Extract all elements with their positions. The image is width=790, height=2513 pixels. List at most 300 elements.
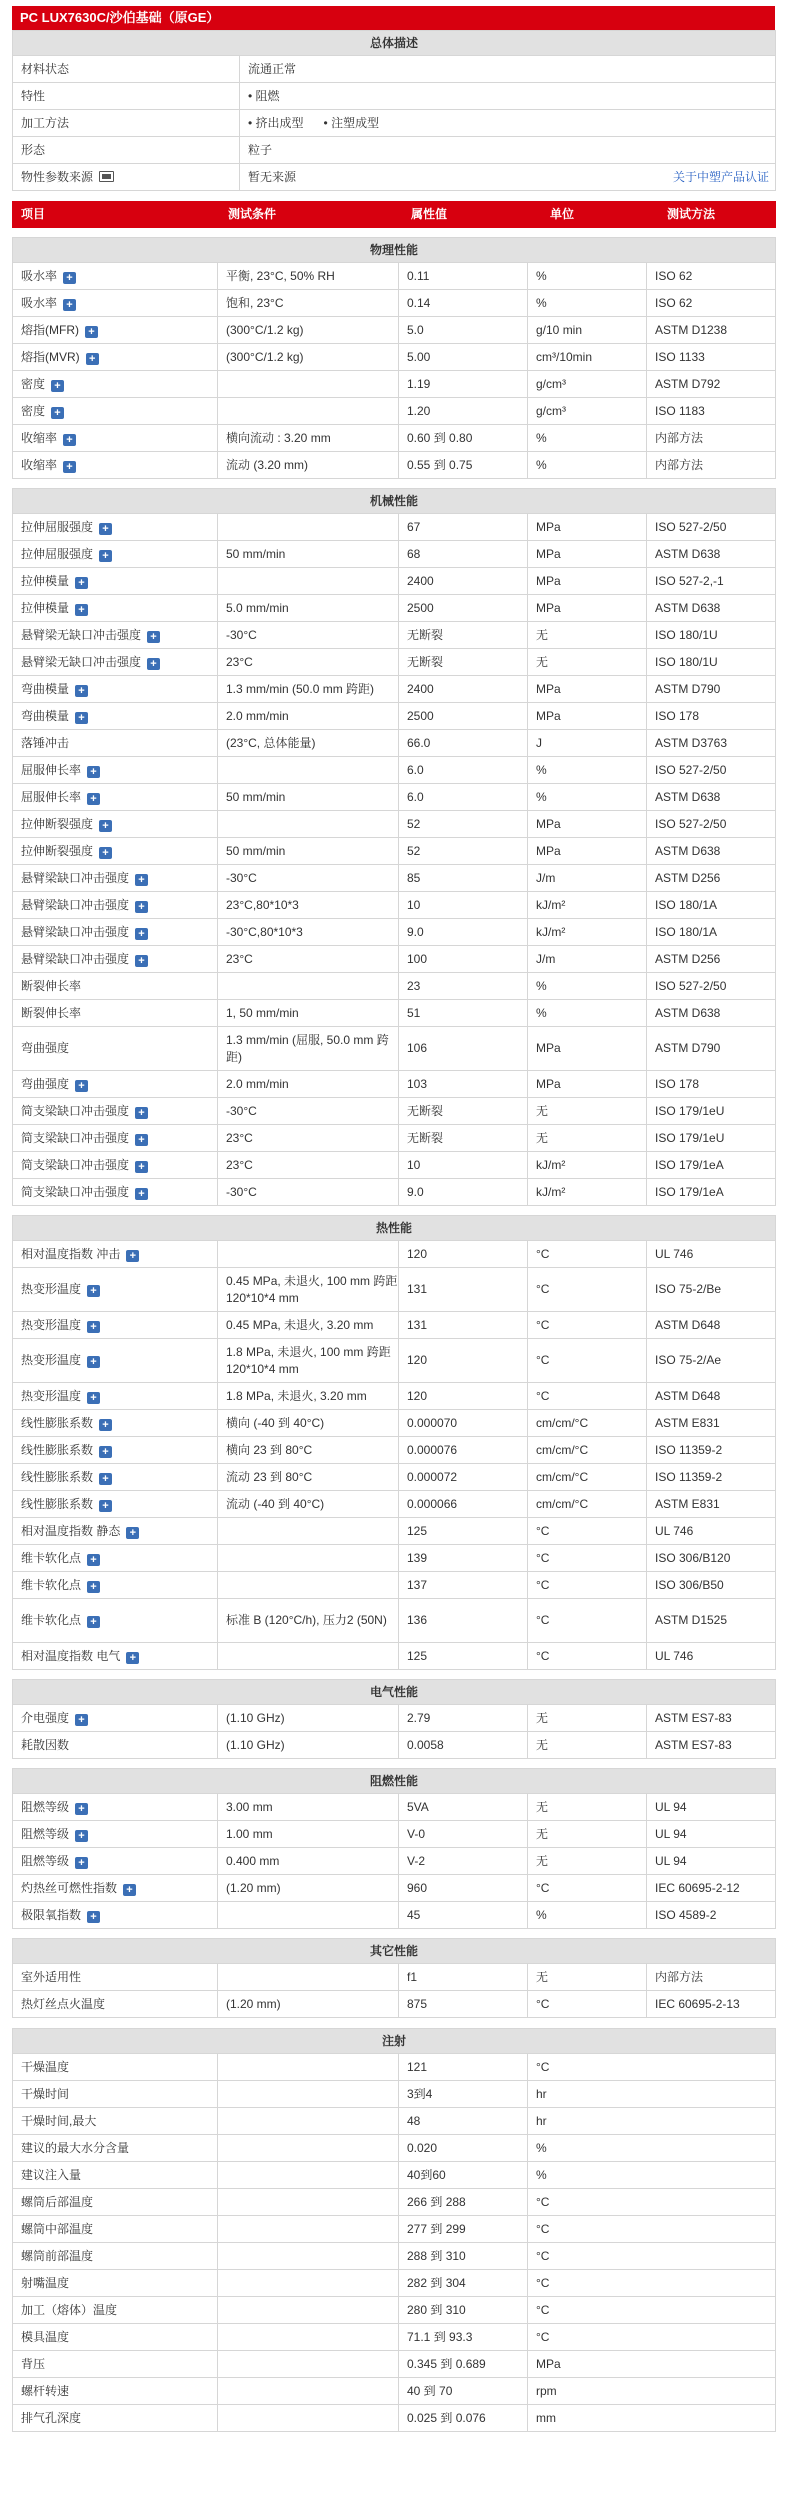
section-gap: [13, 1929, 776, 1939]
property-unit: °C: [528, 1383, 647, 1410]
plus-icon[interactable]: +: [63, 434, 76, 446]
property-name: [13, 425, 218, 452]
property-row: [13, 1312, 776, 1339]
property-value: 52: [399, 838, 528, 865]
test-method: ISO 4589-2: [647, 1902, 776, 1929]
property-unit: °C: [528, 1518, 647, 1545]
test-condition: 横向 (-40 到 40°C): [218, 1410, 399, 1437]
property-name-text: 热变形温度: [21, 1317, 82, 1332]
plus-icon[interactable]: +: [87, 1911, 100, 1923]
property-row: [13, 1821, 776, 1848]
col-unit-header: 单位: [528, 202, 647, 228]
property-name: [13, 371, 218, 398]
property-unit: cm/cm/°C: [528, 1410, 647, 1437]
section-gap: [13, 479, 776, 489]
property-unit: MPa: [528, 811, 647, 838]
property-row: [13, 1027, 776, 1071]
test-method: ISO 527-2/50: [647, 514, 776, 541]
plus-icon[interactable]: +: [135, 1161, 148, 1173]
plus-icon[interactable]: +: [87, 1321, 100, 1333]
property-name: [13, 1241, 218, 1268]
test-condition: 23°C: [218, 946, 399, 973]
image-icon[interactable]: [99, 171, 114, 182]
plus-icon[interactable]: +: [126, 1652, 139, 1664]
plus-icon[interactable]: +: [123, 1884, 136, 1896]
property-name: [13, 1464, 218, 1491]
property-value: 52: [399, 811, 528, 838]
plus-icon[interactable]: +: [126, 1250, 139, 1262]
plus-icon[interactable]: +: [99, 847, 112, 859]
test-condition: 23°C,80*10*3: [218, 892, 399, 919]
property-name: [13, 1821, 218, 1848]
injection-value: 280 到 310: [399, 2297, 528, 2324]
certification-link[interactable]: 关于中塑产品认证: [673, 169, 770, 184]
test-condition: [218, 568, 399, 595]
property-value: 45: [399, 1902, 528, 1929]
test-method: 内部方法: [647, 425, 776, 452]
property-row: [13, 892, 776, 919]
test-method: ISO 527-2/50: [647, 973, 776, 1000]
property-name-text: 极限氧指数: [21, 1907, 82, 1922]
injection-empty: [218, 2243, 399, 2270]
injection-unit: rpm: [528, 2378, 776, 2405]
injection-empty: [218, 2405, 399, 2432]
plus-icon[interactable]: +: [75, 1857, 88, 1869]
plus-icon[interactable]: +: [85, 326, 98, 338]
test-condition: 流动 (-40 到 40°C): [218, 1491, 399, 1518]
test-condition: (300°C/1.2 kg): [218, 317, 399, 344]
property-row: [13, 317, 776, 344]
plus-icon[interactable]: +: [99, 550, 112, 562]
property-name-text: 断裂伸长率: [21, 1005, 82, 1020]
injection-unit: hr: [528, 2081, 776, 2108]
property-row: [13, 425, 776, 452]
plus-icon[interactable]: +: [75, 685, 88, 697]
plus-icon[interactable]: +: [86, 353, 99, 365]
property-unit: cm/cm/°C: [528, 1437, 647, 1464]
property-unit: °C: [528, 1241, 647, 1268]
test-condition: (300°C/1.2 kg): [218, 344, 399, 371]
property-row: [13, 973, 776, 1000]
property-row: [13, 1339, 776, 1383]
property-name: [13, 946, 218, 973]
property-name: [13, 290, 218, 317]
test-method: ISO 527-2/50: [647, 811, 776, 838]
test-method: UL 94: [647, 1794, 776, 1821]
property-value: 100: [399, 946, 528, 973]
test-condition: 流动 23 到 80°C: [218, 1464, 399, 1491]
plus-icon[interactable]: +: [87, 1392, 100, 1404]
property-value: 23: [399, 973, 528, 1000]
test-condition: 23°C: [218, 649, 399, 676]
plus-icon[interactable]: +: [99, 523, 112, 535]
plus-icon[interactable]: +: [75, 1830, 88, 1842]
property-row: [13, 811, 776, 838]
plus-icon[interactable]: +: [87, 1285, 100, 1297]
property-unit: MPa: [528, 676, 647, 703]
property-row: [13, 838, 776, 865]
gap-cell: [13, 1759, 776, 1769]
property-unit: %: [528, 784, 647, 811]
general-heading: 总体描述: [13, 31, 776, 56]
property-row: [13, 1410, 776, 1437]
property-unit: g/10 min: [528, 317, 647, 344]
section-heading-row: [13, 1680, 776, 1705]
property-row: [13, 1437, 776, 1464]
injection-row: [13, 2081, 776, 2108]
property-row: [13, 1599, 776, 1643]
property-name-text: 相对温度指数 静态: [21, 1523, 121, 1538]
property-row: [13, 1848, 776, 1875]
test-condition: 0.400 mm: [218, 1848, 399, 1875]
plus-icon[interactable]: +: [63, 272, 76, 284]
injection-empty: [218, 2351, 399, 2378]
property-name: [13, 568, 218, 595]
property-row: [13, 371, 776, 398]
property-unit: %: [528, 1000, 647, 1027]
property-name-text: 相对温度指数 冲击: [21, 1246, 121, 1261]
general-value: [240, 56, 776, 83]
test-condition: -30°C: [218, 1179, 399, 1206]
injection-empty: [218, 2297, 399, 2324]
property-name: [13, 1410, 218, 1437]
plus-icon[interactable]: +: [99, 1446, 112, 1458]
property-row: [13, 946, 776, 973]
col-value-header: 属性值: [399, 202, 528, 228]
property-name: [13, 1545, 218, 1572]
col-method-header: 测试方法: [647, 202, 776, 228]
general-row: [13, 164, 776, 191]
injection-row: [13, 2351, 776, 2378]
property-unit: kJ/m²: [528, 1152, 647, 1179]
property-value: 106: [399, 1027, 528, 1071]
test-method: ASTM E831: [647, 1410, 776, 1437]
test-method: ISO 180/1U: [647, 622, 776, 649]
test-method: ISO 62: [647, 290, 776, 317]
gap-cell: [13, 1929, 776, 1939]
property-unit: °C: [528, 1643, 647, 1670]
test-condition: 0.45 MPa, 未退火, 3.20 mm: [218, 1312, 399, 1339]
test-condition: -30°C,80*10*3: [218, 919, 399, 946]
injection-param: 背压: [13, 2351, 218, 2378]
property-unit: MPa: [528, 703, 647, 730]
property-name-text: 线性膨胀系数: [21, 1496, 94, 1511]
property-value: 136: [399, 1599, 528, 1643]
plus-icon[interactable]: +: [147, 631, 160, 643]
general-value-text: • 阻燃: [248, 88, 280, 103]
plus-icon[interactable]: +: [75, 1803, 88, 1815]
test-condition: 饱和, 23°C: [218, 290, 399, 317]
injection-unit: %: [528, 2135, 776, 2162]
property-unit: cm³/10min: [528, 344, 647, 371]
test-method: 内部方法: [647, 452, 776, 479]
general-label-text: 形态: [21, 142, 46, 157]
property-row: [13, 730, 776, 757]
property-name: [13, 1902, 218, 1929]
property-name: [13, 1071, 218, 1098]
property-name: [13, 1125, 218, 1152]
test-method: ASTM D638: [647, 784, 776, 811]
property-unit: °C: [528, 1339, 647, 1383]
property-unit: J/m: [528, 946, 647, 973]
property-name: [13, 784, 218, 811]
property-name-text: 阻燃等级: [21, 1853, 70, 1868]
test-condition: 1.00 mm: [218, 1821, 399, 1848]
test-method: UL 746: [647, 1518, 776, 1545]
test-condition: [218, 1902, 399, 1929]
test-method: ASTM D648: [647, 1383, 776, 1410]
general-row: [13, 56, 776, 83]
test-condition: [218, 1964, 399, 1991]
property-value: 67: [399, 514, 528, 541]
section-heading: 电气性能: [13, 1680, 776, 1705]
property-name-text: 简支梁缺口冲击强度: [21, 1130, 130, 1145]
property-name-text: 熔指(MVR): [21, 349, 80, 364]
plus-icon[interactable]: +: [63, 461, 76, 473]
property-name-text: 悬臂梁缺口冲击强度: [21, 897, 130, 912]
property-name-text: 拉伸断裂强度: [21, 816, 94, 831]
test-condition: [218, 1545, 399, 1572]
general-label-text: 加工方法: [21, 115, 70, 130]
injection-value: 0.345 到 0.689: [399, 2351, 528, 2378]
property-name-text: 阻燃等级: [21, 1826, 70, 1841]
plus-icon[interactable]: +: [51, 407, 64, 419]
property-name: [13, 595, 218, 622]
property-name: [13, 317, 218, 344]
test-condition: (1.10 GHz): [218, 1732, 399, 1759]
property-name-text: 悬臂梁缺口冲击强度: [21, 870, 130, 885]
property-unit: MPa: [528, 514, 647, 541]
test-condition: [218, 811, 399, 838]
section-heading: 热性能: [13, 1216, 776, 1241]
property-unit: 无: [528, 1125, 647, 1152]
property-value: 1.19: [399, 371, 528, 398]
plus-icon[interactable]: +: [87, 1616, 100, 1628]
plus-icon[interactable]: +: [135, 874, 148, 886]
general-label: [13, 164, 240, 191]
plus-icon[interactable]: +: [99, 1419, 112, 1431]
property-unit: J/m: [528, 865, 647, 892]
plus-icon[interactable]: +: [75, 604, 88, 616]
plus-icon[interactable]: +: [126, 1527, 139, 1539]
property-value: 0.000072: [399, 1464, 528, 1491]
property-name-text: 悬臂梁缺口冲击强度: [21, 951, 130, 966]
plus-icon[interactable]: +: [75, 712, 88, 724]
injection-value: 40 到 70: [399, 2378, 528, 2405]
property-name-text: 拉伸模量: [21, 600, 70, 615]
property-unit: %: [528, 973, 647, 1000]
test-condition: 流动 (3.20 mm): [218, 452, 399, 479]
property-value: 131: [399, 1312, 528, 1339]
injection-unit: °C: [528, 2324, 776, 2351]
property-name: [13, 1643, 218, 1670]
property-name-text: 热变形温度: [21, 1388, 82, 1403]
test-condition: (1.10 GHz): [218, 1705, 399, 1732]
plus-icon[interactable]: +: [135, 1107, 148, 1119]
injection-unit: °C: [528, 2297, 776, 2324]
plus-icon[interactable]: +: [63, 299, 76, 311]
injection-value: 266 到 288: [399, 2189, 528, 2216]
plus-icon[interactable]: +: [87, 766, 100, 778]
property-value: 5.00: [399, 344, 528, 371]
general-value: [240, 83, 776, 110]
general-row: [13, 137, 776, 164]
property-name: [13, 1964, 218, 1991]
property-name-text: 悬臂梁无缺口冲击强度: [21, 627, 142, 642]
general-label-text: 材料状态: [21, 61, 70, 76]
property-name: [13, 811, 218, 838]
property-unit: J: [528, 730, 647, 757]
property-value: 0.60 到 0.80: [399, 425, 528, 452]
property-unit: 无: [528, 622, 647, 649]
property-row: [13, 1383, 776, 1410]
test-condition: [218, 757, 399, 784]
plus-icon[interactable]: +: [87, 1554, 100, 1566]
injection-param: 加工（熔体）温度: [13, 2297, 218, 2324]
plus-icon[interactable]: +: [75, 1080, 88, 1092]
general-heading-row: [13, 31, 776, 56]
property-value: 0.000066: [399, 1491, 528, 1518]
property-name-text: 相对温度指数 电气: [21, 1648, 121, 1663]
property-name: [13, 1027, 218, 1071]
test-method: ASTM D638: [647, 595, 776, 622]
test-method: ASTM D638: [647, 1000, 776, 1027]
plus-icon[interactable]: +: [135, 1188, 148, 1200]
plus-icon[interactable]: +: [87, 1356, 100, 1368]
property-name: [13, 1599, 218, 1643]
test-method: ASTM ES7-83: [647, 1705, 776, 1732]
plus-icon[interactable]: +: [99, 820, 112, 832]
plus-icon[interactable]: +: [87, 1581, 100, 1593]
property-name: [13, 1268, 218, 1312]
property-unit: °C: [528, 1268, 647, 1312]
gap-cell: [13, 1206, 776, 1216]
test-method: ASTM D792: [647, 371, 776, 398]
property-unit: 无: [528, 1964, 647, 1991]
section-heading: 物理性能: [13, 238, 776, 263]
test-condition: 1.3 mm/min (屈服, 50.0 mm 跨距): [218, 1027, 399, 1071]
plus-icon[interactable]: +: [99, 1473, 112, 1485]
property-unit: MPa: [528, 1027, 647, 1071]
plus-icon[interactable]: +: [99, 1500, 112, 1512]
section-heading: 阻燃性能: [13, 1769, 776, 1794]
test-method: ISO 75-2/Be: [647, 1268, 776, 1312]
injection-value: 0.020: [399, 2135, 528, 2162]
test-method: ASTM D256: [647, 865, 776, 892]
property-name-text: 简支梁缺口冲击强度: [21, 1184, 130, 1199]
property-name-text: 收缩率: [21, 430, 58, 445]
property-row: [13, 919, 776, 946]
injection-row: [13, 2162, 776, 2189]
test-condition: 50 mm/min: [218, 784, 399, 811]
property-row: [13, 1241, 776, 1268]
injection-unit: °C: [528, 2243, 776, 2270]
injection-row: [13, 2405, 776, 2432]
test-method: ASTM D256: [647, 946, 776, 973]
test-condition: 平衡, 23°C, 50% RH: [218, 263, 399, 290]
property-value: 125: [399, 1643, 528, 1670]
property-row: [13, 263, 776, 290]
property-value: 120: [399, 1339, 528, 1383]
property-value: 0.0058: [399, 1732, 528, 1759]
test-condition: 横向 23 到 80°C: [218, 1437, 399, 1464]
property-name-text: 弯曲模量: [21, 708, 70, 723]
property-row: [13, 1491, 776, 1518]
property-name-text: 线性膨胀系数: [21, 1415, 94, 1430]
property-value: 120: [399, 1241, 528, 1268]
injection-row: [13, 2135, 776, 2162]
property-value: 2400: [399, 676, 528, 703]
section-heading: 其它性能: [13, 1939, 776, 1964]
test-condition: (23°C, 总体能量): [218, 730, 399, 757]
gap-cell: [13, 479, 776, 489]
property-row: [13, 452, 776, 479]
property-row: [13, 1964, 776, 1991]
test-method: ISO 527-2/50: [647, 757, 776, 784]
property-name-text: 拉伸屈服强度: [21, 546, 94, 561]
property-unit: °C: [528, 1991, 647, 2018]
property-row: [13, 1794, 776, 1821]
injection-value: 288 到 310: [399, 2243, 528, 2270]
injection-param: 射嘴温度: [13, 2270, 218, 2297]
gap-cell: [13, 1670, 776, 1680]
plus-icon[interactable]: +: [87, 793, 100, 805]
injection-unit: °C: [528, 2054, 776, 2081]
general-table: [12, 30, 776, 191]
property-name-text: 屈服伸长率: [21, 762, 82, 777]
property-value: 875: [399, 1991, 528, 2018]
plus-icon[interactable]: +: [135, 1134, 148, 1146]
test-method: ASTM ES7-83: [647, 1732, 776, 1759]
test-condition: -30°C: [218, 622, 399, 649]
property-name: [13, 1875, 218, 1902]
general-label: [13, 110, 240, 137]
property-value: f1: [399, 1964, 528, 1991]
test-method: ISO 179/1eU: [647, 1125, 776, 1152]
test-condition: 5.0 mm/min: [218, 595, 399, 622]
test-condition: 2.0 mm/min: [218, 1071, 399, 1098]
plus-icon[interactable]: +: [147, 658, 160, 670]
gap-cell: [13, 228, 776, 238]
test-method: ISO 527-2,-1: [647, 568, 776, 595]
test-method: UL 746: [647, 1643, 776, 1670]
property-name: [13, 1312, 218, 1339]
property-row: [13, 541, 776, 568]
injection-row: [13, 2054, 776, 2081]
plus-icon[interactable]: +: [135, 928, 148, 940]
plus-icon[interactable]: +: [75, 577, 88, 589]
property-value: 0.14: [399, 290, 528, 317]
property-name: [13, 1518, 218, 1545]
test-method: ISO 306/B120: [647, 1545, 776, 1572]
property-value: 51: [399, 1000, 528, 1027]
plus-icon[interactable]: +: [135, 901, 148, 913]
plus-icon[interactable]: +: [135, 955, 148, 967]
property-value: 960: [399, 1875, 528, 1902]
property-value: 10: [399, 1152, 528, 1179]
property-name-text: 熔指(MFR): [21, 322, 79, 337]
property-name-text: 介电强度: [21, 1710, 70, 1725]
injection-value: 277 到 299: [399, 2216, 528, 2243]
property-value: 120: [399, 1383, 528, 1410]
property-row: [13, 1125, 776, 1152]
injection-unit: MPa: [528, 2351, 776, 2378]
injection-empty: [218, 2135, 399, 2162]
plus-icon[interactable]: +: [75, 1714, 88, 1726]
plus-icon[interactable]: +: [51, 380, 64, 392]
test-method: ISO 178: [647, 703, 776, 730]
property-name: [13, 1705, 218, 1732]
